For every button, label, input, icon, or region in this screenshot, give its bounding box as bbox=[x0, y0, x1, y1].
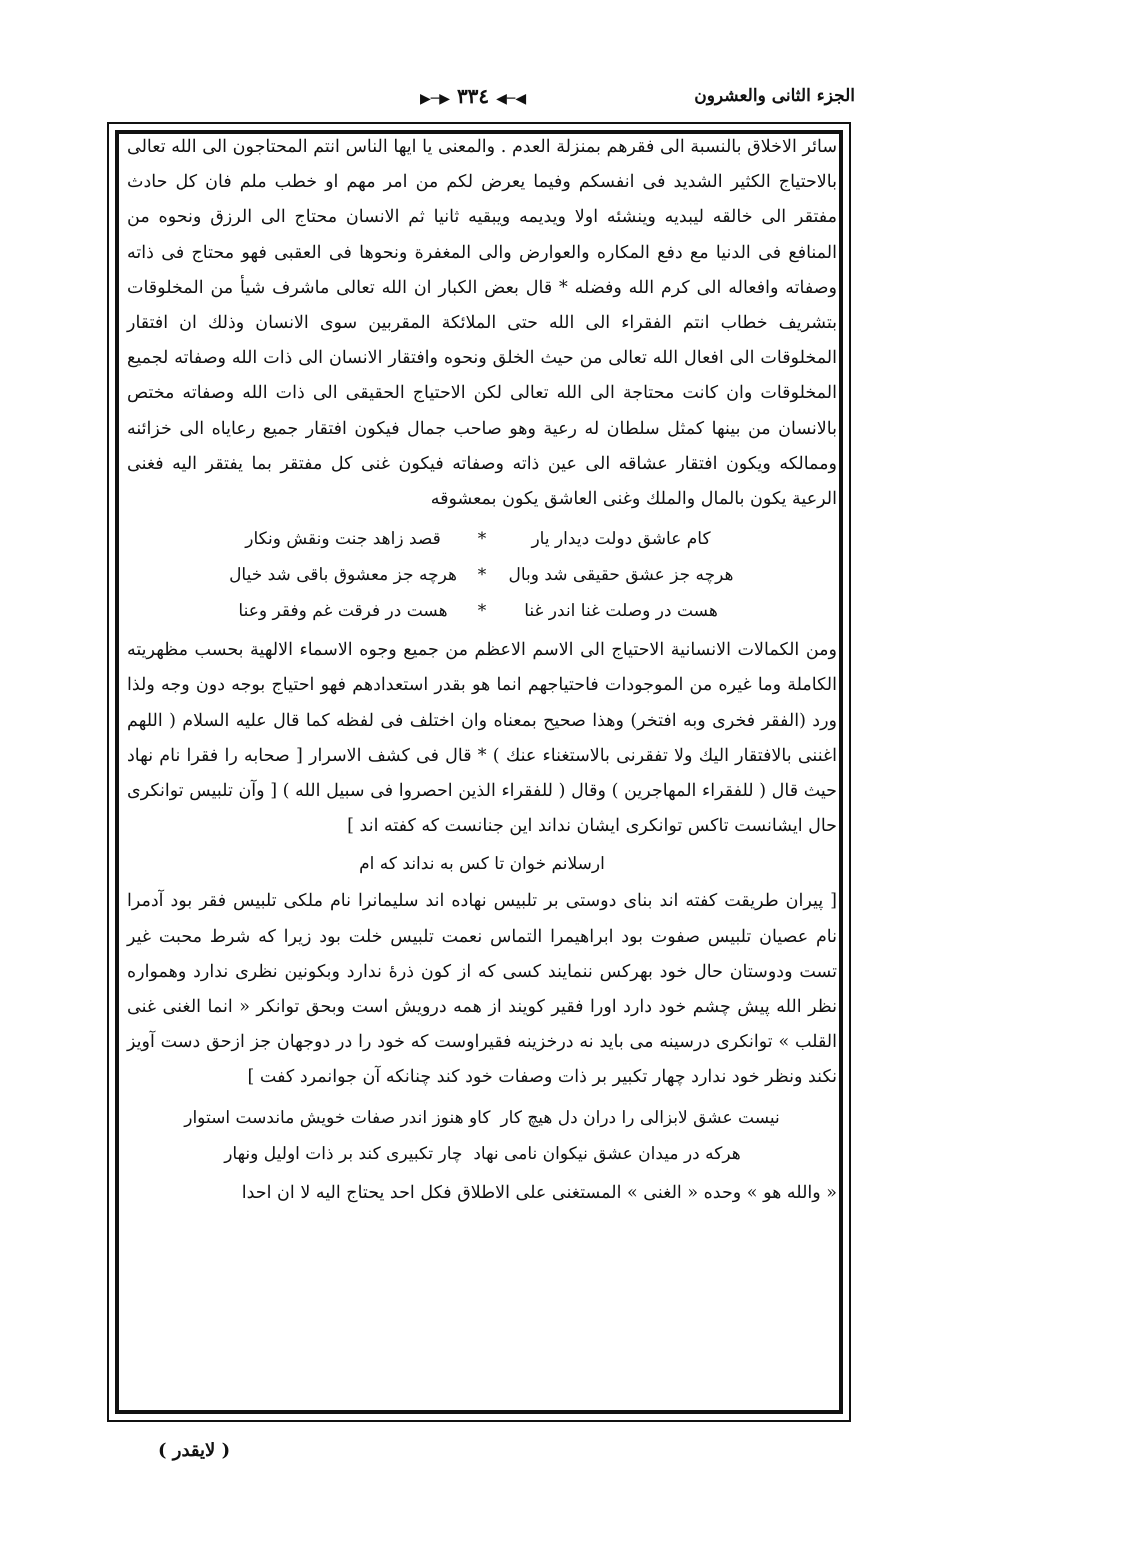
hemistich: هرچه جز معشوق باقى شد خيال bbox=[229, 565, 457, 586]
hemistich: كاو هنوز اندر صفات خويش ماندست استوار bbox=[184, 1107, 491, 1128]
hemistich: هركه در ميدان عشق نيكوان نامى نهاد bbox=[473, 1143, 741, 1164]
verse-separator: * bbox=[477, 601, 487, 622]
hemistich: هست در فرقت غم وفقر وعنا bbox=[238, 601, 448, 622]
verses-block-1 bbox=[127, 521, 837, 629]
paragraph-1: سائر الاخلاق بالنسبة الى فقرهم بمنزلة العدم . والمعنى يا ايها الناس انتم المحتاجون الى الله تعالى بالاحتياج الكثير الشديد فى انفسكم وفيما يعرض لكم من امر مهم او خطب ملم فان كل حادث مفتقر الى خالقه ليبديه وينشئه اولا ويديمه ويبقيه ثانيا ثم الانسان محتاج الى الرزق ونحوه من المنافع فى الدنيا مع دفع المكاره والعوارض والى المغفرة ونحوها فى العقبى فهو محتاج فى ذاته وصفاته وافعاله الى كرم الله وفضله * قال بعض الكبار ان الله تعالى ماشرف شيأ من المخلوقات بتشريف خطاب انتم الفقراء الى الله حتى الملائكة المقربين سوى الانسان وذلك ان افتقار المخلوقات الى افعال الله تعالى من حيث الخلق ونحوه وافتقار الانسان الى ذات الله وصفاته لجميع المخلوقات وان كانت محتاجة الى الله تعالى لكن الاحتياج الحقيقى الى ذات الله وصفاته مختص بالانسان من بينها كمثل سلطان له رعية وهو صاحب جمال فيكون افتقار جميع رعاياه الى خزائنه وممالكه ويكون افتقار عشاقه الى عين ذاته وصفاته فيكون غنى كل مفتقر بما يفتقر اليه فغنى الرعية يكون بالمال والملك وغنى العاشق يكون بمعشوقه bbox=[127, 137, 837, 510]
hemistich: قصد زاهد جنت ونقش ونكار bbox=[245, 529, 441, 550]
last-line: « والله هو » وحده « الغنى » المستغنى على الاطلاق فكل احد يحتاج اليه لا ان احدا bbox=[241, 1182, 837, 1203]
hemistich: هست در وصلت غنا اندر غنا bbox=[524, 601, 718, 622]
hemistich: هرچه جز عشق حقيقى شد وبال bbox=[508, 565, 734, 586]
part-title: الجزء الثانى والعشرون bbox=[694, 86, 855, 106]
page-frame bbox=[107, 122, 851, 1422]
page-number bbox=[420, 84, 526, 108]
hemistich: چار تكبيرى كند بر ذات اوليل ونهار bbox=[224, 1143, 463, 1164]
page-number-value: ٣٣٤ bbox=[456, 84, 490, 108]
verses-block-2 bbox=[127, 1100, 837, 1172]
paragraph-2: ومن الكمالات الانسانية الاحتياج الى الاسم الاعظم من جميع وجوه الاسماء الالهية بحسب مظهريته الكاملة وما غيره من الموجودات فاحتياجهم انما هو بقدر استعدادهم فهو احتياج بوجه دون وجه ولذا ورد (الفقر فخرى وبه افتخر) وهذا صحيح بمعناه وان اختلف فى لفظه كما قال عليه السلام ( اللهم اغننى بالافتقار اليك ولا تفقرنى بالاستغناء عنك ) * قال فى كشف الاسرار [ صحابه را فقرا نام نهاد حيث قال ( للفقراء المهاجرين ) وقال ( للفقراء الذين احصروا فى سبيل الله ) [ وآن تلبيس توانكرى حال ايشانست تاكس توانكرى ايشان نداند اين جنانست كه كفته اند ] bbox=[127, 640, 837, 837]
hemistich: كام عاشق دولت ديدار يار bbox=[531, 529, 711, 550]
ornament-right-icon: ▶─▶ bbox=[420, 91, 450, 107]
page-header bbox=[105, 84, 855, 120]
verse-separator: * bbox=[477, 529, 487, 550]
verse-line bbox=[127, 593, 837, 629]
verse-line bbox=[127, 521, 837, 557]
page-body bbox=[127, 130, 837, 1412]
paragraph-3: [ پيران طريقت كفته اند بناى دوستى بر تلبيس نهاده اند سليمانرا نام ملكى تلبيس فقر بود آدمرا نام عصيان تلبيس صفوت بود ابراهيمرا التماس نعمت تلبيس خلت بود زيرا كه شرط محبت غير تست ودوستان حال خود بهركس ننمايند كسى كه از كون ذرهٔ ندارد وبكونين نظرى ندارد وهمواره نظر الله پيش چشم خود دارد اورا فقير كويند از همه درويش است وبحق توانكر « انما الغنى غنى القلب » توانكرى درسينه مى بايد نه درخزينه فقيراوست كه خود را در دوجهان جز ازحق دست آويز نكند ونظر خود ندارد چهار تكبير بر ذات وصفات خود كند چنانكه آن جوانمرد كفت ] bbox=[127, 891, 837, 1088]
hemistich: نيست عشق لابزالى را دران دل هيچ كار bbox=[500, 1107, 780, 1128]
verse-line bbox=[127, 557, 837, 593]
catchword: ( لايقدر ) bbox=[158, 1440, 231, 1461]
verse-line bbox=[127, 1100, 837, 1136]
ornament-left-icon: ◀─◀ bbox=[496, 91, 527, 107]
single-verse: ارسلانم خوان تا كس به نداند كه ام bbox=[359, 854, 605, 875]
verse-line bbox=[127, 1136, 837, 1172]
verse-separator: * bbox=[477, 565, 487, 586]
